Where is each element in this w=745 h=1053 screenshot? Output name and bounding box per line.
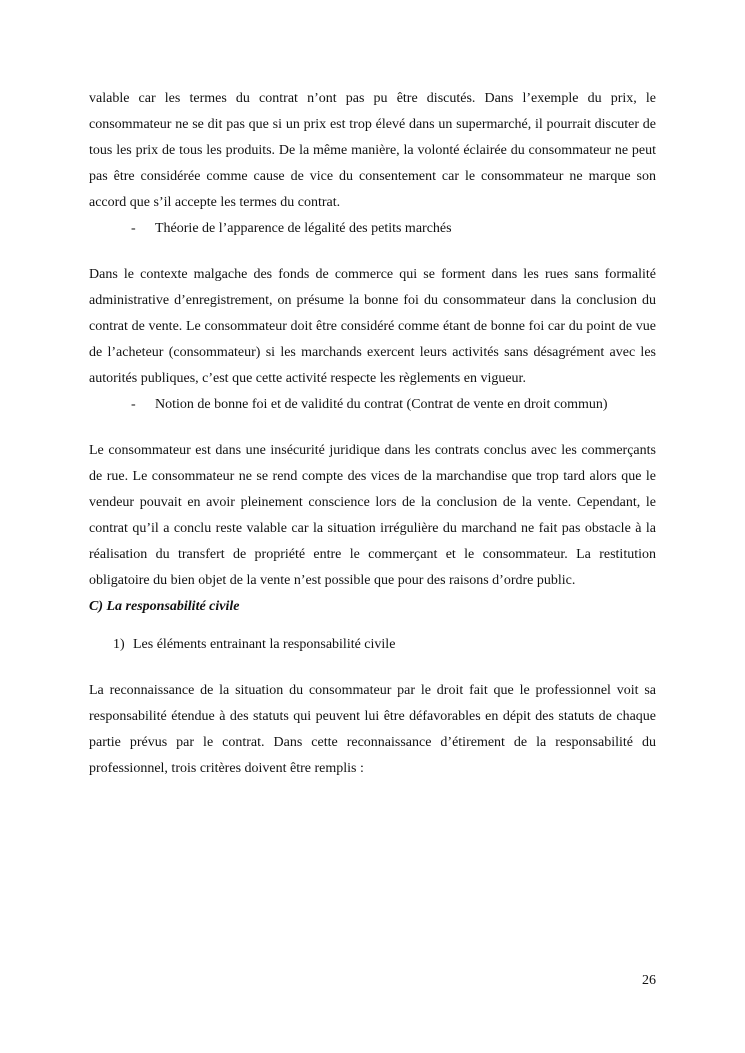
paragraph-legal-insecurity: Le consommateur est dans une insécurité juridique dans les contrats conclus avec les commerçants de rue. Le consommateur ne se rend compte des vices de la marchandise que trop tard alors que le vendeur pouvait en avoir pleinement conscience lors de la conclusion de la vente. Cependant, le contrat qu’il a conclu reste valable car la situation irrégulière du marchand ne fait pas obstacle à la réalisation du transfert de propriété entre le commerçant et le consommateur. La restitution obligatoire du bien objet de la vente n’est possible que pour des raisons d’ordre public. (89, 443, 656, 588)
bullet-legality-theory (89, 216, 656, 242)
page-body (89, 86, 656, 782)
bullet-dash: - (131, 397, 136, 412)
subsection-heading (89, 632, 656, 658)
section-heading: C) La responsabilité civile (89, 599, 240, 614)
paragraph-malagasy-context: Dans le contexte malgache des fonds de commerce qui se forment dans les rues sans formalité administrative d’enregistrement, on présume la bonne foi du consommateur dans la conclusion du contrat de vente. Le consommateur doit être considéré comme étant de bonne foi car du point de vue de l’acheteur (consommateur) si les marchands exercent leurs activités sans désagrément avec les autorités publiques, c’est que cette activité respecte les règlements en vigueur. (89, 267, 656, 386)
bullet-good-faith (89, 392, 656, 418)
bullet-text: Théorie de l’apparence de légalité des petits marchés (155, 221, 452, 236)
subsection-text: Les éléments entrainant la responsabilité civile (133, 637, 396, 652)
paragraph-professional-liability: La reconnaissance de la situation du consommateur par le droit fait que le professionnel voit sa responsabilité étendue à des statuts qui peuvent lui être défavorables en dépit des statuts de chaque partie prévus par le contrat. Dans cette reconnaissance d’étirement de la responsabilité du professionnel, trois critères doivent être remplis : (89, 683, 656, 776)
subsection-number: 1) (113, 637, 125, 652)
page-number: 26 (642, 973, 656, 988)
paragraph-contract-terms: valable car les termes du contrat n’ont pas pu être discutés. Dans l’exemple du prix, le consommateur ne se dit pas que si un prix est trop élevé dans un supermarché, il pourrait discuter de tous les prix de tous les produits. De la même manière, la volonté éclairée du consommateur ne peut pas être considérée comme cause de vice du consentement car le consommateur ne marque son accord que s’il accepte les termes du contrat. (89, 91, 656, 210)
bullet-text: Notion de bonne foi et de validité du contrat (Contrat de vente en droit commun) (155, 397, 608, 412)
bullet-dash: - (131, 221, 136, 236)
